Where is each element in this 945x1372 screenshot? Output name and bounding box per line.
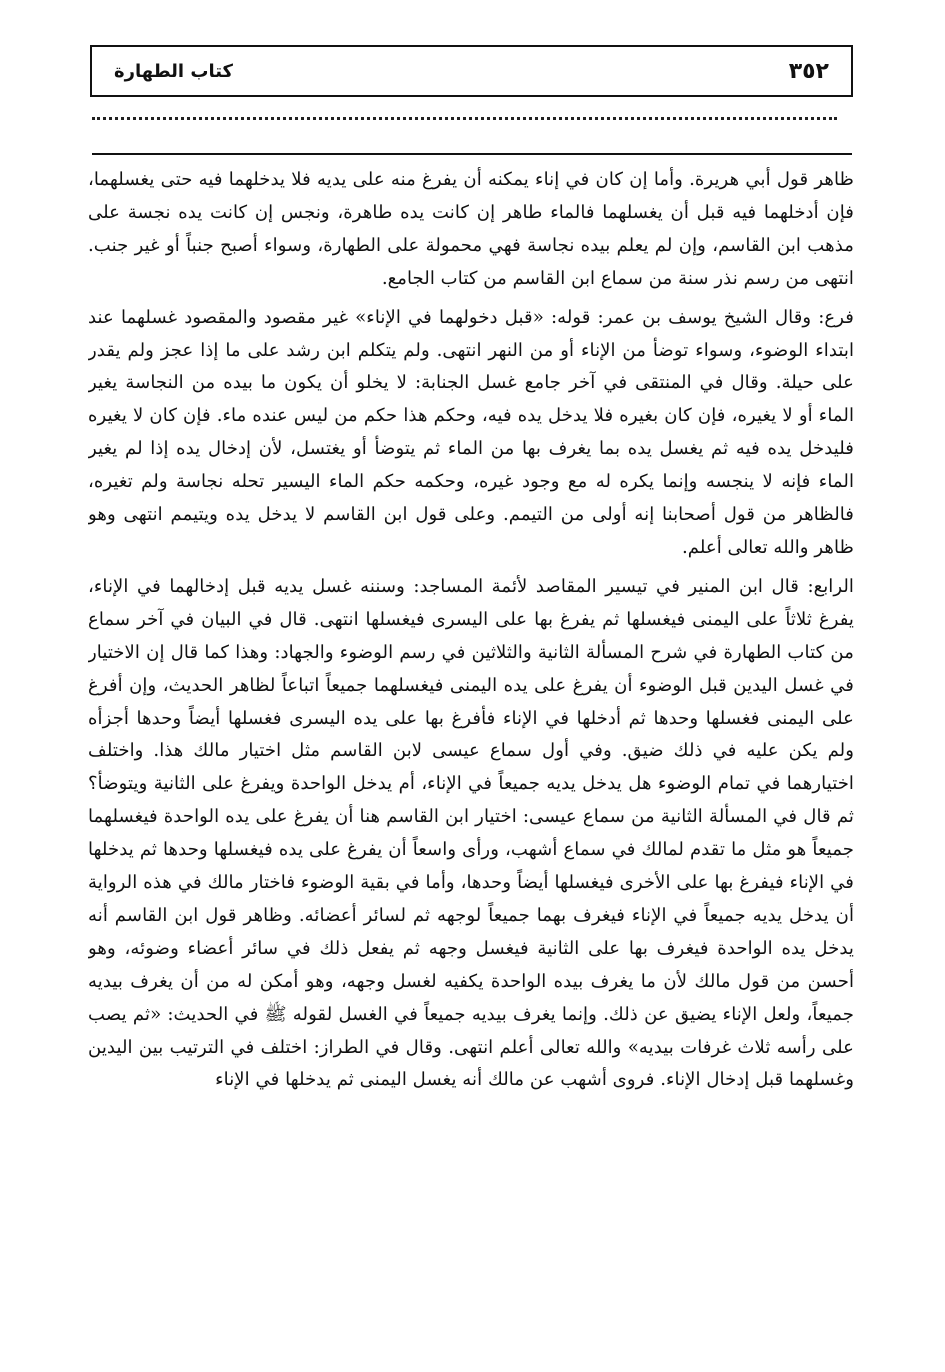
page-number: ٣٥٢ <box>788 58 829 84</box>
paragraph: الرابع: قال ابن المنير في تيسير المقاصد لأئمة المساجد: وسننه غسل يديه قبل إدخالهما في الإناء، يفرغ ثلاثاً على اليمنى فيغسلها ثم يفرغ بها على اليسرى فيغسلها انتهى. قال في البيان في آخر سماع من كتاب الطهارة في شرح المسألة الثانية والثلاثين في رسم الوضوء والجهاد: وهذا كما قال إن الاختيار في غسل اليدين قبل الوضوء أن يفرغ على يده اليمنى فيغسلهما جميعاً اتباعاً لظاهر الحديث، وإن أفرغ على اليمنى فغسلها وحدها ثم أدخلها في الإناء فأفرغ بها على يده اليسرى فغسلها أيضاً وحدها أجزأه ولم يكن عليه في ذلك ضيق. وفي أول سماع عيسى لابن القاسم مثل اختيار مالك هذا. واختلف اختيارهما في تمام الوضوء هل يدخل يديه جميعاً في الإناء، أم يدخل الواحدة ويفرغ على الثانية ويتوضأ؟ ثم قال في المسألة الثانية من سماع عيسى: اختيار ابن القاسم هنا أن يفرغ على يده الواحدة فيغسلهما جميعاً هو مثل ما تقدم لمالك في سماع أشهب، ورأى واسعاً أن يفرغ على يده فيغسلها وحدها ثم يدخلها في الإناء فيفرغ بها على الأخرى فيغسلها أيضاً وحدها، وأما في بقية الوضوء فاختار مالك في هذه الرواية أن يدخل يديه جميعاً في الإناء فيغرف بهما جميعاً لوجهه ثم لسائر أعضائه. وظاهر قول ابن القاسم أنه يدخل يده الواحدة فيغرف بها على الثانية فيغسل وجهه ثم يفعل ذلك في سائر أعضاء وضوئه، وهو أحسن من قول مالك لأن ما يغرف بيده الواحدة يكفيه لغسل وجهه، وهو أمكن له من أن يغرف بيديه جميعاً، ولعل الإناء يضيق عن ذلك. وإنما يغرف بيديه جميعاً في الغسل لقوله ﷺ في الحديث: «ثم يصب على رأسه ثلاث غرفات بيديه» والله تعالى أعلم انتهى. وقال في الطراز: اختلف في الترتيب بين اليدين وغسلهما قبل إدخال الإناء. فروى أشهب عن مالك أنه يغسل اليمنى ثم يدخلها في الإناء <box>88 575 854 1091</box>
paragraph: فرع: وقال الشيخ يوسف بن عمر: قوله: «قبل دخولهما في الإناء» غير مقصود والمقصود غسلهما عند ابتداء الوضوء، وسواء توضأ من الإناء أو من النهر انتهى. ولم يتكلم ابن رشد على ما إذا عجز ولم يقدر على حيلة. وقال في المنتقى في آخر جامع غسل الجنابة: لا يخلو أن يكون ما بيده من النجاسة يغير الماء أو لا يغيره، فإن كان بغيره فلا يدخل يده فيه، وحكم هذا حكم من ليس عنده ماء. فإن كان لا يغيره فليدخل يده فيه ثم يغسل يده بما يغرف بها من الماء ثم يتوضأ أو يغتسل، لأن إدخال يده إذا لم يغير الماء فإنه لا ينجسه وإنما يكره له مع وجود غيره، وحكمه حكم الماء اليسير تحله نجاسة ولم تغيره، فالظاهر من قول أصحابنا إنه أولى من التيمم. وعلى قول ابن القاسم لا يدخل يده ويتيمم انتهى وهو ظاهر والله تعالى أعلم. <box>88 306 854 558</box>
body-text <box>88 164 854 1359</box>
paragraph: ظاهر قول أبي هريرة. وأما إن كان في إناء يمكنه أن يفرغ منه على يديه فلا يدخلهما فيه حتى يغسلهما، فإن أدخلهما فيه قبل أن يغسلهما فالماء طاهر إن كانت يده طاهرة، ونجس إن كانت يده نجسة على مذهب ابن القاسم، وإن لم يعلم بيده نجاسة فهي محمولة على الطهارة، وسواء أصبح جنباً أو غير جنب. انتهى من رسم نذر سنة من سماع ابن القاسم من كتاب الجامع. <box>88 169 854 289</box>
running-header <box>90 45 853 97</box>
dotted-divider <box>92 117 837 120</box>
book-title: كتاب الطهارة <box>114 60 234 82</box>
horizontal-rule <box>92 153 852 155</box>
